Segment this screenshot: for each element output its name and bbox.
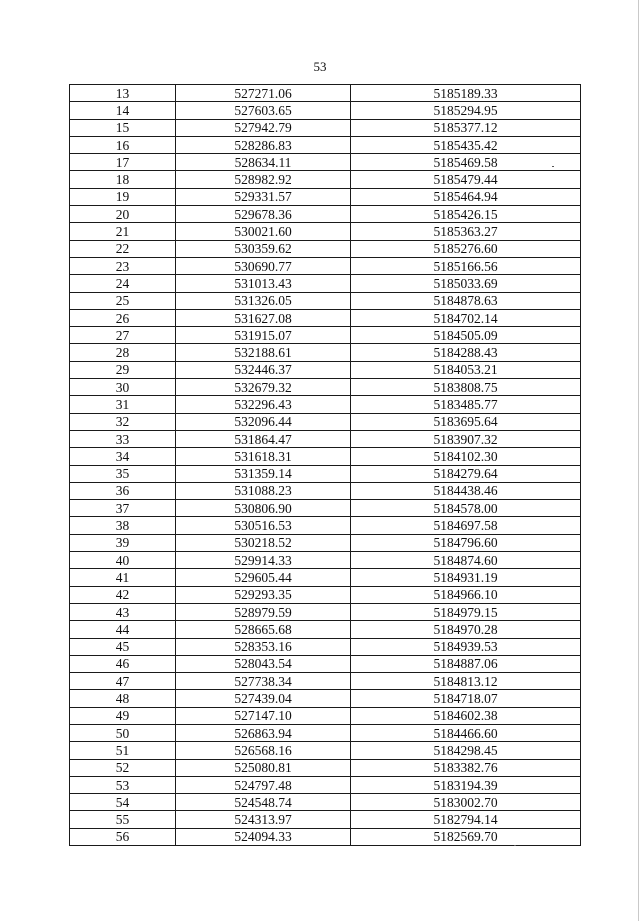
point-number-cell: 26 [70,309,176,326]
table-row [70,309,581,326]
x-coordinate-cell: 528353.16 [176,638,351,655]
table-row [70,690,581,707]
x-coordinate-cell: 529678.36 [176,206,351,223]
point-number-cell: 31 [70,396,176,413]
table-row [70,569,581,586]
point-number-cell: 34 [70,448,176,465]
x-coordinate-cell: 530516.53 [176,517,351,534]
point-number-cell: 18 [70,171,176,188]
point-number-cell: 55 [70,811,176,828]
table-row [70,655,581,672]
x-coordinate-cell: 527942.79 [176,119,351,136]
point-number-cell: 41 [70,569,176,586]
y-coordinate-cell: 5185469.58 [351,154,581,171]
x-coordinate-cell: 528979.59 [176,603,351,620]
table-row [70,794,581,811]
table-row [70,482,581,499]
x-coordinate-cell: 532446.37 [176,361,351,378]
y-coordinate-cell: 5184931.19 [351,569,581,586]
point-number-cell: 54 [70,794,176,811]
y-coordinate-cell: 5184979.15 [351,603,581,620]
point-number-cell: 51 [70,742,176,759]
y-coordinate-cell: 5184466.60 [351,724,581,741]
scan-speck [514,845,516,846]
table-row [70,673,581,690]
y-coordinate-cell: 5184279.64 [351,465,581,482]
table-row [70,586,581,603]
table-row [70,275,581,292]
y-coordinate-cell: 5184505.09 [351,327,581,344]
y-coordinate-cell: 5185435.42 [351,136,581,153]
x-coordinate-cell: 530021.60 [176,223,351,240]
x-coordinate-cell: 531088.23 [176,482,351,499]
table-row [70,119,581,136]
y-coordinate-cell: 5184813.12 [351,673,581,690]
point-number-cell: 29 [70,361,176,378]
y-coordinate-cell: 5185464.94 [351,188,581,205]
scan-speck [552,166,554,167]
point-number-cell: 13 [70,85,176,102]
x-coordinate-cell: 528634.11 [176,154,351,171]
y-coordinate-cell: 5184887.06 [351,655,581,672]
x-coordinate-cell: 528665.68 [176,621,351,638]
y-coordinate-cell: 5185189.33 [351,85,581,102]
table-row [70,828,581,845]
point-number-cell: 16 [70,136,176,153]
table-row [70,223,581,240]
table-row [70,206,581,223]
y-coordinate-cell: 5185276.60 [351,240,581,257]
x-coordinate-cell: 527439.04 [176,690,351,707]
y-coordinate-cell: 5184718.07 [351,690,581,707]
table-row [70,465,581,482]
table-row [70,240,581,257]
x-coordinate-cell: 531326.05 [176,292,351,309]
table-row [70,448,581,465]
y-coordinate-cell: 5183695.64 [351,413,581,430]
y-coordinate-cell: 5184702.14 [351,309,581,326]
y-coordinate-cell: 5184939.53 [351,638,581,655]
coordinates-table [69,84,581,846]
point-number-cell: 22 [70,240,176,257]
x-coordinate-cell: 531359.14 [176,465,351,482]
x-coordinate-cell: 527738.34 [176,673,351,690]
point-number-cell: 25 [70,292,176,309]
x-coordinate-cell: 532188.61 [176,344,351,361]
point-number-cell: 39 [70,534,176,551]
x-coordinate-cell: 524797.48 [176,776,351,793]
x-coordinate-cell: 529605.44 [176,569,351,586]
y-coordinate-cell: 5184874.60 [351,552,581,569]
x-coordinate-cell: 529331.57 [176,188,351,205]
x-coordinate-cell: 531864.47 [176,430,351,447]
y-coordinate-cell: 5185426.15 [351,206,581,223]
table-row [70,430,581,447]
x-coordinate-cell: 529914.33 [176,552,351,569]
table-row [70,621,581,638]
y-coordinate-cell: 5184602.38 [351,707,581,724]
point-number-cell: 27 [70,327,176,344]
point-number-cell: 47 [70,673,176,690]
y-coordinate-cell: 5185033.69 [351,275,581,292]
point-number-cell: 21 [70,223,176,240]
x-coordinate-cell: 532679.32 [176,379,351,396]
page-number: 53 [313,59,327,74]
y-coordinate-cell: 5184697.58 [351,517,581,534]
table-row [70,638,581,655]
y-coordinate-cell: 5183002.70 [351,794,581,811]
table-row [70,188,581,205]
x-coordinate-cell: 530218.52 [176,534,351,551]
table-row [70,724,581,741]
point-number-cell: 23 [70,257,176,274]
table-row [70,534,581,551]
x-coordinate-cell: 530359.62 [176,240,351,257]
point-number-cell: 43 [70,603,176,620]
y-coordinate-cell: 5184966.10 [351,586,581,603]
y-coordinate-cell: 5185363.27 [351,223,581,240]
table-row [70,379,581,396]
table-row [70,603,581,620]
table-row [70,257,581,274]
x-coordinate-cell: 528286.83 [176,136,351,153]
point-number-cell: 49 [70,707,176,724]
point-number-cell: 44 [70,621,176,638]
table-row [70,552,581,569]
table-row [70,136,581,153]
point-number-cell: 30 [70,379,176,396]
point-number-cell: 24 [70,275,176,292]
point-number-cell: 36 [70,482,176,499]
table-row [70,344,581,361]
y-coordinate-cell: 5185294.95 [351,102,581,119]
point-number-cell: 46 [70,655,176,672]
table-row [70,154,581,171]
point-number-cell: 53 [70,776,176,793]
y-coordinate-cell: 5182794.14 [351,811,581,828]
point-number-cell: 20 [70,206,176,223]
x-coordinate-cell: 524548.74 [176,794,351,811]
table-row [70,759,581,776]
x-coordinate-cell: 526863.94 [176,724,351,741]
x-coordinate-cell: 530806.90 [176,500,351,517]
coordinates-table-body [70,85,581,846]
x-coordinate-cell: 532096.44 [176,413,351,430]
y-coordinate-cell: 5184970.28 [351,621,581,638]
point-number-cell: 37 [70,500,176,517]
x-coordinate-cell: 524094.33 [176,828,351,845]
point-number-cell: 15 [70,119,176,136]
table-row [70,292,581,309]
table-row [70,707,581,724]
x-coordinate-cell: 530690.77 [176,257,351,274]
table-row [70,85,581,102]
x-coordinate-cell: 528043.54 [176,655,351,672]
x-coordinate-cell: 529293.35 [176,586,351,603]
y-coordinate-cell: 5184578.00 [351,500,581,517]
table-row [70,102,581,119]
table-row [70,742,581,759]
y-coordinate-cell: 5184878.63 [351,292,581,309]
table-row [70,517,581,534]
x-coordinate-cell: 531013.43 [176,275,351,292]
y-coordinate-cell: 5184298.45 [351,742,581,759]
scan-edge-line [638,0,639,921]
table-row [70,811,581,828]
y-coordinate-cell: 5182569.70 [351,828,581,845]
y-coordinate-cell: 5184438.46 [351,482,581,499]
y-coordinate-cell: 5185166.56 [351,257,581,274]
point-number-cell: 38 [70,517,176,534]
point-number-cell: 32 [70,413,176,430]
y-coordinate-cell: 5185377.12 [351,119,581,136]
y-coordinate-cell: 5183382.76 [351,759,581,776]
point-number-cell: 19 [70,188,176,205]
point-number-cell: 48 [70,690,176,707]
y-coordinate-cell: 5184288.43 [351,344,581,361]
y-coordinate-cell: 5184796.60 [351,534,581,551]
point-number-cell: 17 [70,154,176,171]
point-number-cell: 33 [70,430,176,447]
point-number-cell: 50 [70,724,176,741]
y-coordinate-cell: 5183808.75 [351,379,581,396]
point-number-cell: 14 [70,102,176,119]
y-coordinate-cell: 5183485.77 [351,396,581,413]
point-number-cell: 28 [70,344,176,361]
x-coordinate-cell: 531627.08 [176,309,351,326]
x-coordinate-cell: 525080.81 [176,759,351,776]
table-row [70,327,581,344]
y-coordinate-cell: 5184053.21 [351,361,581,378]
point-number-cell: 45 [70,638,176,655]
point-number-cell: 35 [70,465,176,482]
x-coordinate-cell: 526568.16 [176,742,351,759]
x-coordinate-cell: 527147.10 [176,707,351,724]
table-row [70,361,581,378]
x-coordinate-cell: 531915.07 [176,327,351,344]
table-row [70,413,581,430]
x-coordinate-cell: 531618.31 [176,448,351,465]
y-coordinate-cell: 5184102.30 [351,448,581,465]
x-coordinate-cell: 527603.65 [176,102,351,119]
x-coordinate-cell: 528982.92 [176,171,351,188]
point-number-cell: 56 [70,828,176,845]
table-row [70,171,581,188]
table-row [70,396,581,413]
x-coordinate-cell: 527271.06 [176,85,351,102]
y-coordinate-cell: 5183194.39 [351,776,581,793]
point-number-cell: 40 [70,552,176,569]
point-number-cell: 42 [70,586,176,603]
y-coordinate-cell: 5183907.32 [351,430,581,447]
table-row [70,500,581,517]
x-coordinate-cell: 524313.97 [176,811,351,828]
x-coordinate-cell: 532296.43 [176,396,351,413]
table-row [70,776,581,793]
point-number-cell: 52 [70,759,176,776]
y-coordinate-cell: 5185479.44 [351,171,581,188]
